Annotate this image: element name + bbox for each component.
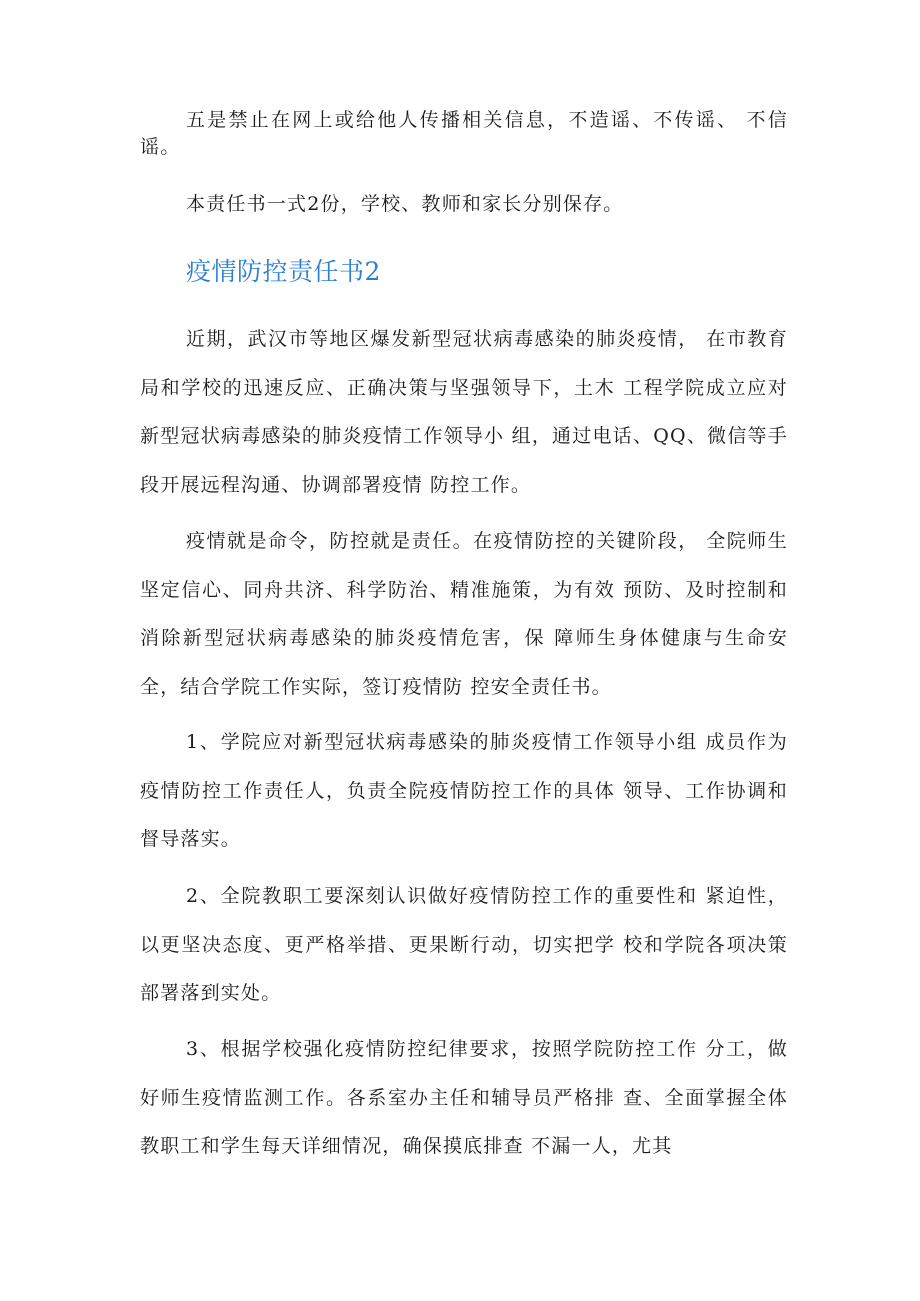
section-heading: 疫情防控责任书2 (186, 257, 381, 286)
paragraph-rumor: 五是禁止在网上或给他人传播相关信息，不造谣、不传谣、 不信谣。 (140, 109, 788, 158)
paragraph-item-2: 2、全院教职工要深刻认识做好疫情防控工作的重要性和 紧迫性，以更坚决态度、更严格举措、更果断行动，切实把学 校和学院各项决策部署落到实处。 (140, 885, 788, 1004)
paragraph-item-1: 1、学院应对新型冠状病毒感染的肺炎疫情工作领导小组 成员作为疫情防控工作责任人，负责全院疫情防控工作的具体 领导、工作协调和督导落实。 (140, 731, 788, 850)
paragraph-intro: 近期，武汉市等地区爆发新型冠状病毒感染的肺炎疫情， 在市教育局和学校的迅速反应、正确决策与坚强领导下，土木 工程学院成立应对新型冠状病毒感染的肺炎疫情工作领导小 组，通过电话、QQ、微信等手段开展远程沟通、协调部署疫情 防控工作。 (140, 328, 788, 496)
paragraph-copies: 本责任书一式2份，学校、教师和家长分别保存。 (186, 193, 624, 215)
paragraph-command: 疫情就是命令，防控就是责任。在疫情防控的关键阶段， 全院师生坚定信心、同舟共济、科学防治、精准施策，为有效 预防、及时控制和消除新型冠状病毒感染的肺炎疫情危害，保 障师生身体健康与生命安全，结合学院工作实际，签订疫情防 控安全责任书。 (140, 530, 788, 698)
paragraph-item-3: 3、根据学校强化疫情防控纪律要求，按照学院防控工作 分工，做好师生疫情监测工作。各系室办主任和辅导员严格排 查、全面掌握全体教职工和学生每天详细情况，确保摸底排查 不漏一人，尤其 (140, 1038, 788, 1157)
